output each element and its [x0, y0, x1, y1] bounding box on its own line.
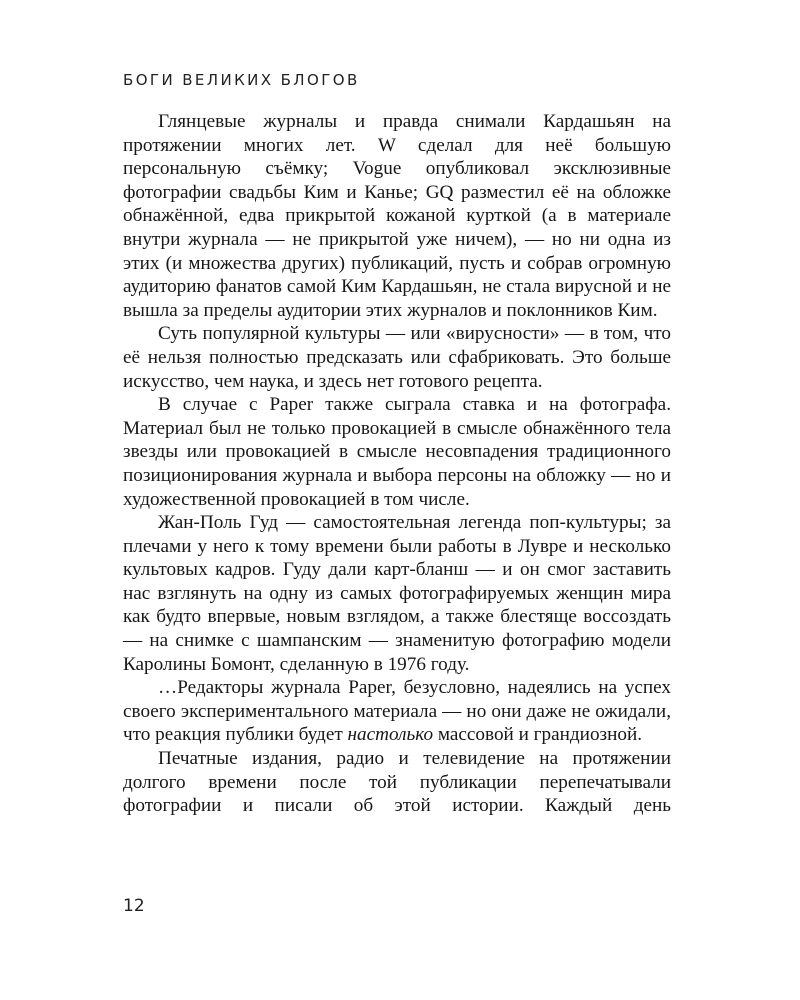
running-head: БОГИ ВЕЛИКИХ БЛОГОВ	[123, 71, 360, 89]
paragraph-text: массовой и грандиозной.	[433, 724, 643, 746]
paragraph: Суть популярной культуры — или «вирусности» — в том, что её нельзя полностью предсказать или сфабриковать. Это больше искусство, чем наука, и здесь нет готового рецепта.	[123, 323, 671, 392]
paragraph	[123, 676, 671, 747]
paragraph-text: …Редакторы журнала Paper, безусловно, надеялись на успех своего экспериментального материала — но они даже не ожидали, что реакция публики будет	[123, 677, 671, 746]
paragraph: Глянцевые журналы и правда снимали Кардашьян на протяжении многих лет. W сделал для неё большую персональную съёмку; Vogue опубликовал эксклюзивные фотографии свадьбы Ким и Канье; GQ разместил её на обложке обнажённой, едва прикрытой кожаной курткой (а в материале внутри журнала — не прикрытой уже ничем), — но ни одна из этих (и множества других) публикаций, пусть и собрав огромную аудиторию фанатов самой Ким Кардашьян, не стала вирусной и не вышла за пределы аудитории этих журналов и поклонников Ким.	[123, 111, 671, 321]
paragraph: Жан-Поль Гуд — самостоятельная легенда поп-культуры; за плечами у него к тому времени были работы в Лувре и несколько культовых кадров. Гуду дали карт-бланш — и он смог заставить нас взглянуть на одну из самых фотографируемых женщин мира как будто впервые, новым взглядом, а также блестяще воссоздать — на снимке с шампанским — знаменитую фотографию модели Каролины Бомонт, сделанную в 1976 году.	[123, 512, 671, 675]
body-text	[123, 110, 671, 818]
emphasis-text: настолько	[347, 724, 434, 746]
paragraph: Печатные издания, радио и телевидение на протяжении долгого времени после той публикации перепечатывали фотографии и писали об этой истории. Каждый день	[123, 748, 671, 817]
page-number: 12	[123, 896, 145, 916]
paragraph: В случае с Paper также сыграла ставка и на фотографа. Материал был не только провокацией в смысле обнажённого тела звезды или провокацией в смысле несовпадения традиционного позиционирования журнала и выбора персоны на обложку — но и художественной провокацией в том числе.	[123, 394, 671, 510]
